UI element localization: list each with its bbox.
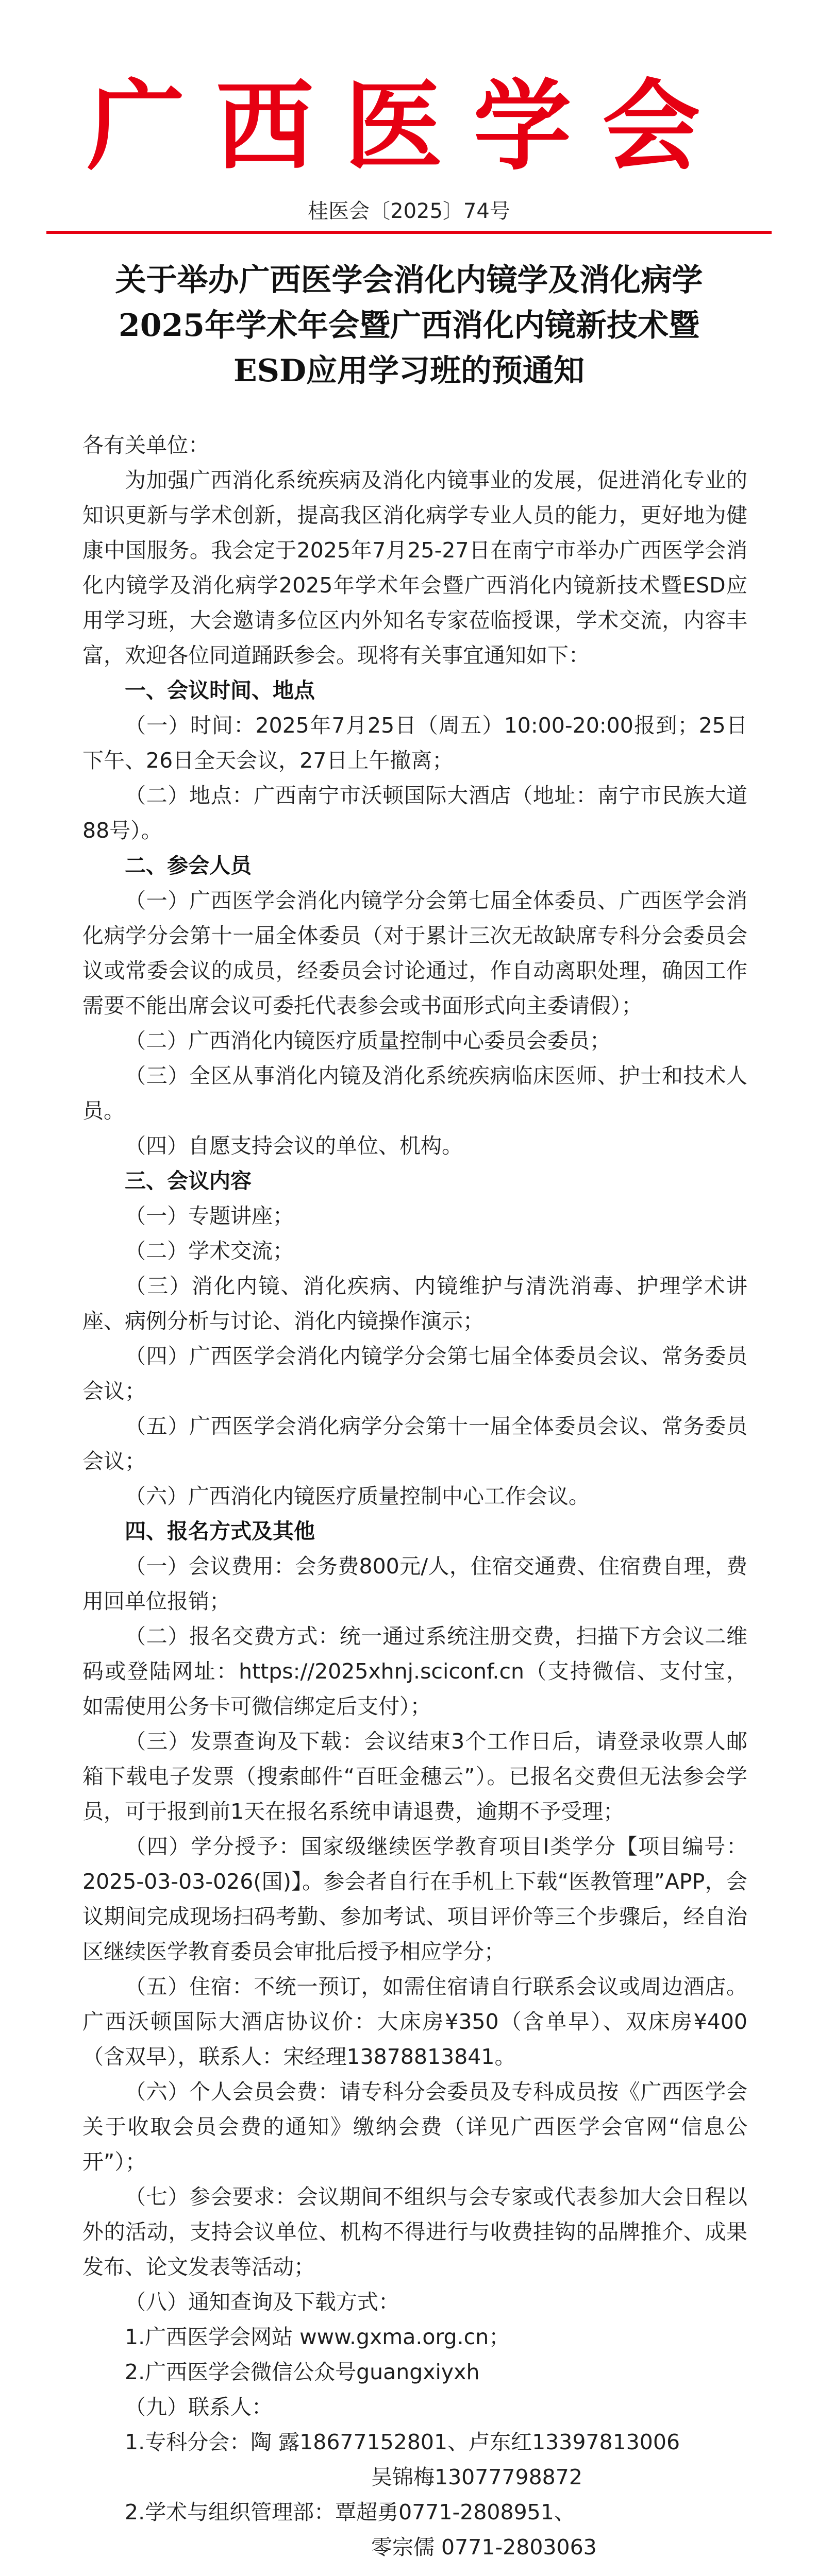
section-item: （二）广西消化内镜医疗质量控制中心委员会委员； [125, 1028, 611, 1053]
section-item: （四）自愿支持会议的单位、机构。 [125, 1133, 463, 1158]
section-item: （三）消化内镜、消化疾病、内镜维护与清洗消毒、护理学术讲座、病例分析与讨论、消化内镜操作演示； [82, 1274, 747, 1333]
salutation: 各有关单位： [82, 433, 209, 457]
section-item: （二）地点：广西南宁市沃顿国际大酒店（地址：南宁市民族大道88号）。 [82, 783, 747, 843]
section-item: （一）会议费用：会务费800元/人，住宿交通费、住宿费自理，费用回单位报销； [82, 1554, 747, 1614]
section-heading-time-place: 一、会议时间、地点 [125, 678, 315, 703]
section-item: （一）时间：2025年7月25日（周五）10:00-20:00报到；25日下午、26日全天会议，27日上午撤离； [82, 713, 747, 773]
section-item: （三）发票查询及下载：会议结束3个工作日后，请登录收票人邮箱下载电子发票（搜索邮件“百旺金穗云”）。已报名交费但无法参会学员，可于报到前1天在报名系统申请退费，逾期不予受理； [82, 1729, 747, 1824]
document-title [57, 258, 761, 394]
section-item: （一）专题讲座； [125, 1204, 294, 1228]
section-item: （一）广西医学会消化内镜学分会第七届全体委员、广西医学会消化病学分会第十一届全体委员（对于累计三次无故缺席专科分会委员会议或常委会议的成员，经委员会讨论通过，作自动离职处理，确因工作需要不能出席会议可委托代表参会或书面形式向主委请假）； [82, 888, 747, 1018]
title-line: ESD应用学习班的预通知 [233, 353, 585, 389]
query-item: 2.广西医学会微信公众号guangxiyxh [125, 2360, 480, 2384]
contact-line: 吴锦梅13077798872 [371, 2465, 582, 2489]
title-line: 2025年学术年会暨广西消化内镜新技术暨 [119, 308, 699, 344]
section-item: （四）学分授予：国家级继续医学教育项目Ⅰ类学分【项目编号：2025-03-03-026(国)】。参会者自行在手机上下载“医教管理”APP，会议期间完成现场扫码考勤、参加考试、项目评价等三个步骤后，经自治区继续医学教育委员会审批后授予相应学分； [82, 1834, 747, 1964]
contact-heading: （九）联系人： [125, 2395, 273, 2419]
intro-paragraph: 为加强广西消化系统疾病及消化内镜事业的发展，促进消化专业的知识更新与学术创新，提高我区消化病学专业人员的能力，更好地为健康中国服务。我会定于2025年7月25-27日在南宁市举办广西医学会消化内镜学及消化病学2025年学术年会暨广西消化内镜新技术暨ESD应用学习班，大会邀请多位区内外知名专家莅临授课，学术交流，内容丰富，欢迎各位同道踊跃参会。现将有关事宜通知如下： [82, 468, 747, 668]
section-item: （五）住宿：不统一预订，如需住宿请自行联系会议或周边酒店。广西沃顿国际大酒店协议价：大床房¥350（含单早）、双床房¥400（含双早），联系人：宋经理13878813841。 [82, 1974, 747, 2069]
document-number: 桂医会〔2025〕74号 [308, 199, 510, 223]
contact-line: 零宗儒 0771-2803063 [371, 2535, 597, 2560]
contact-line: 1.专科分会：陶 露18677152801、卢东红13397813006 [125, 2430, 680, 2454]
red-divider [46, 231, 772, 234]
section-heading-content: 三、会议内容 [125, 1168, 252, 1193]
section-item: （六）个人会员会费：请专科分会委员及专科成员按《广西医学会关于收取会员会费的通知》缴纳会费（详见广西医学会官网“信息公开”）； [82, 2079, 747, 2174]
section-item: （二）学术交流； [125, 1239, 294, 1263]
notice-body [82, 428, 747, 2565]
section-item: （八）通知查询及下载方式： [125, 2290, 399, 2314]
title-line: 关于举办广西医学会消化内镜学及消化病学 [115, 262, 703, 298]
section-item: （六）广西消化内镜医疗质量控制中心工作会议。 [125, 1484, 590, 1509]
section-item: （二）报名交费方式：统一通过系统注册交费，扫描下方会议二维码或登陆网址：https://2025xhnj.sciconf.cn（支持微信、支付宝，如需使用公务卡可微信绑定后支付）； [82, 1624, 747, 1719]
section-heading-registration: 四、报名方式及其他 [125, 1519, 315, 1544]
section-heading-attendees: 二、参会人员 [125, 853, 252, 878]
section-item: （七）参会要求：会议期间不组织与会专家或代表参加大会日程以外的活动，支持会议单位、机构不得进行与收费挂钩的品牌推介、成果发布、论文发表等活动； [82, 2184, 747, 2279]
contact-line: 2.学术与组织管理部：覃超勇0771-2808951、 [125, 2500, 575, 2524]
section-item: （五）广西医学会消化病学分会第十一届全体委员会议、常务委员会议； [82, 1414, 747, 1473]
masthead-title: 广西医学会 [87, 69, 731, 183]
section-item: （四）广西医学会消化内镜学分会第七届全体委员会议、常务委员会议； [82, 1344, 747, 1403]
query-item: 1.广西医学会网站 www.gxma.org.cn； [125, 2325, 510, 2349]
section-item: （三）全区从事消化内镜及消化系统疾病临床医师、护士和技术人员。 [82, 1063, 747, 1123]
